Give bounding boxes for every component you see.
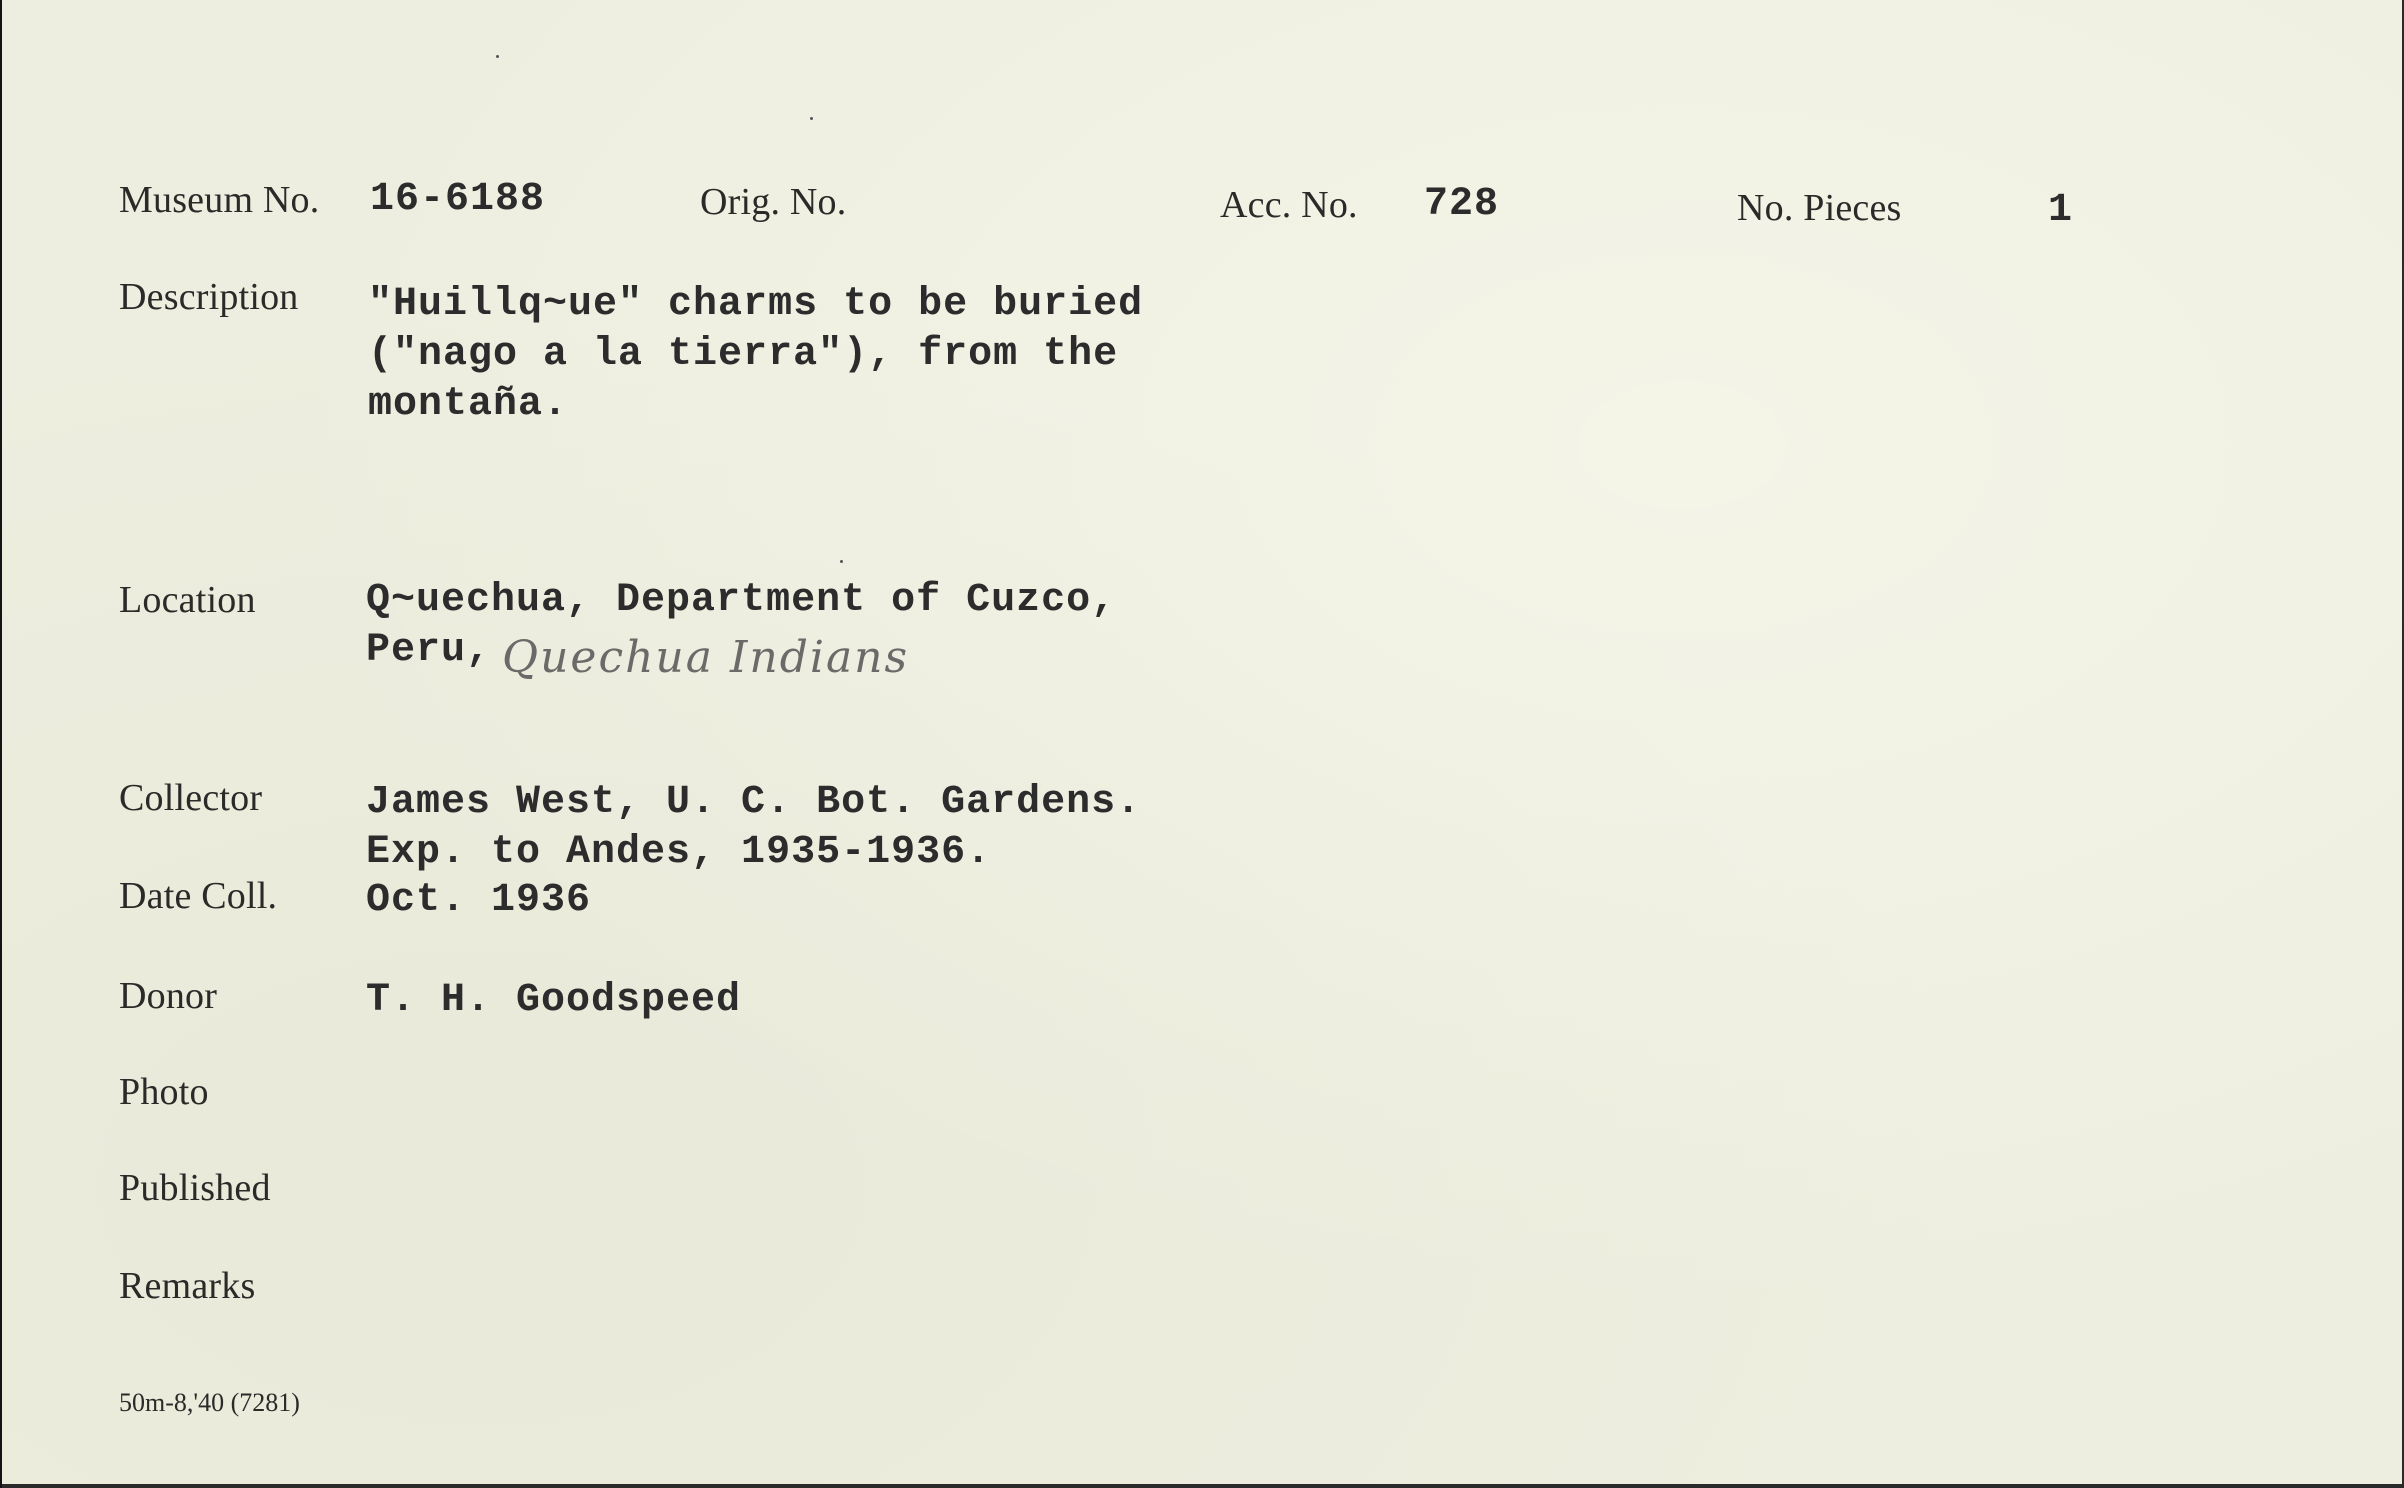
- date-coll-value: Oct. 1936: [366, 878, 592, 923]
- museum-no-value: 16-6188: [370, 177, 546, 222]
- location-line-1: Q~uechua, Department of Cuzco,: [366, 578, 1117, 623]
- no-pieces-label: No. Pieces: [1737, 187, 1902, 229]
- collector-line-2: Exp. to Andes, 1935-1936.: [366, 830, 992, 875]
- no-pieces-value: 1: [2048, 188, 2074, 233]
- acc-no-label: Acc. No.: [1220, 184, 1358, 226]
- location-line-2: Peru,: [366, 628, 492, 673]
- museum-no-label: Museum No.: [119, 179, 320, 221]
- paper-speck: [840, 560, 843, 563]
- description-line-2: ("nago a la tierra"), from the: [368, 332, 1119, 377]
- date-coll-label: Date Coll.: [119, 875, 278, 917]
- published-label: Published: [119, 1167, 271, 1209]
- description-label: Description: [119, 276, 299, 318]
- catalog-card: [2, 0, 2404, 1488]
- description-line-3: montaña.: [368, 382, 569, 427]
- paper-speck: [496, 55, 499, 58]
- remarks-label: Remarks: [119, 1265, 256, 1307]
- acc-no-value: 728: [1424, 182, 1500, 227]
- location-label: Location: [119, 579, 256, 621]
- donor-value: T. H. Goodspeed: [366, 978, 742, 1023]
- photo-label: Photo: [119, 1071, 209, 1113]
- collector-line-1: James West, U. C. Bot. Gardens.: [366, 780, 1142, 825]
- donor-label: Donor: [119, 975, 218, 1017]
- collector-label: Collector: [119, 777, 263, 819]
- card-print-code: 50m-8,'40 (7281): [119, 1388, 300, 1417]
- description-line-1: "Huillq~ue" charms to be buried: [368, 282, 1144, 327]
- location-handwritten-note: Quechua Indians: [502, 632, 910, 683]
- orig-no-label: Orig. No.: [700, 181, 847, 223]
- paper-speck: [810, 117, 813, 120]
